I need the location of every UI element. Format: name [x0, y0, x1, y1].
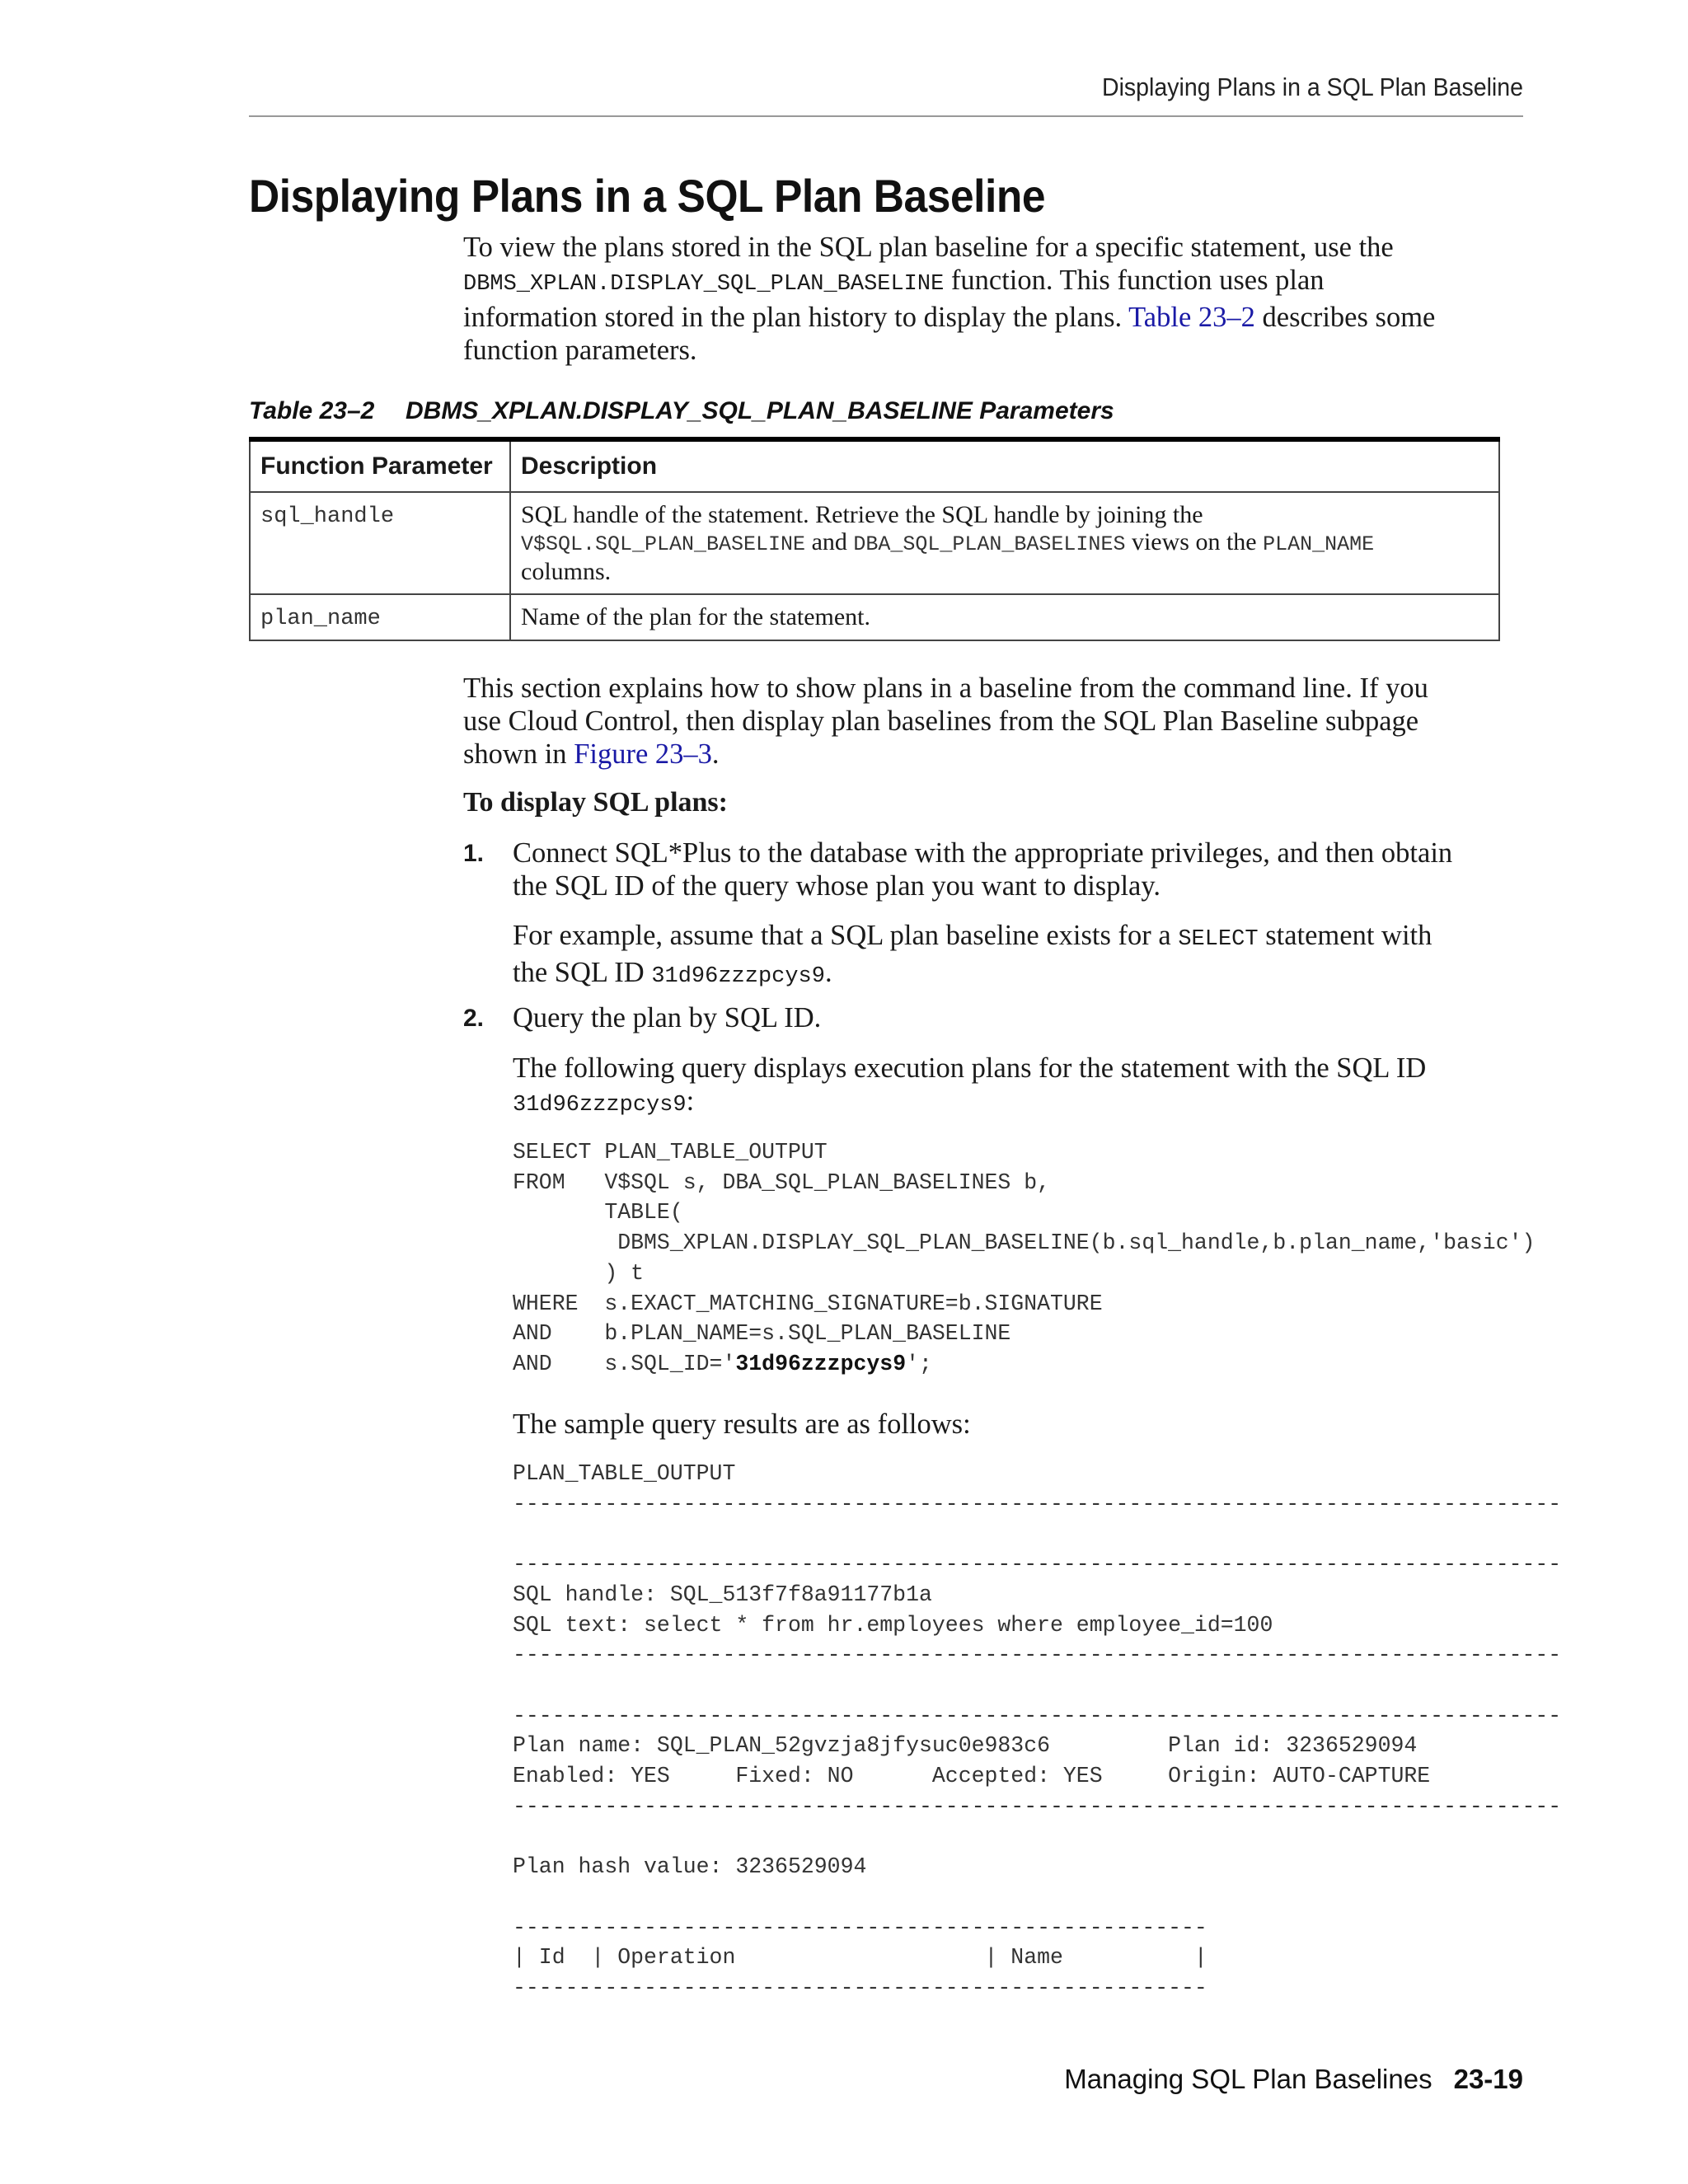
intro-text: function parameters. — [463, 335, 697, 366]
description-text: SQL handle of the statement. Retrieve the SQL handle by joining the — [521, 501, 1203, 528]
query-code: SELECT PLAN_TABLE_OUTPUT FROM V$SQL s, DBA_SQL_PLAN_BASELINES b, TABLE( DBMS_XPLAN.DISPLAY_SQL_PLAN_BASELINE(b.sql_handle,b.plan_name,'basic') ) t WHERE s.EXACT_MATCHING_SIGNATURE=b.SIGNATURE AND b.PLAN_NAME=s.SQL_PLAN_BASELINE AND s.SQL_ID=' — [513, 1140, 1536, 1376]
description-code: DBA_SQL_PLAN_BASELINES — [853, 532, 1126, 556]
followup-text: The following query displays execution plans for the statement with the SQL ID — [513, 1052, 1427, 1084]
table-link[interactable]: Table 23–2 — [1128, 302, 1255, 333]
example-text: . — [824, 957, 832, 988]
table-header-row — [250, 439, 1499, 492]
column-header: Description — [510, 439, 1499, 492]
example-code: SELECT — [1178, 927, 1259, 952]
results-intro: The sample query results are as follows: — [513, 1408, 971, 1440]
description-code: PLAN_NAME — [1263, 532, 1375, 556]
intro-text: describes some — [1254, 302, 1436, 333]
step-number: 2. — [463, 1005, 485, 1032]
description-text: columns. — [521, 558, 612, 585]
param-cell: sql_handle — [250, 492, 510, 594]
page-number: 23-19 — [1453, 2064, 1523, 2094]
page-footer — [1064, 2064, 1523, 2095]
section-text: . — [711, 738, 720, 770]
section-text: This section explains how to show plans in a baseline from the command line. If you — [463, 673, 1428, 704]
table-number: Table 23–2 — [249, 397, 375, 424]
step-2-text: Query the plan by SQL ID. — [513, 1002, 822, 1033]
table-row — [250, 492, 1499, 594]
table-caption — [249, 397, 1114, 425]
sql-query-code — [513, 1137, 1535, 1380]
step-text: Connect SQL*Plus to the database with the appropriate privileges, and then obtain — [513, 837, 1453, 869]
description-text: views on the — [1125, 528, 1264, 555]
parameters-table — [249, 437, 1500, 641]
example-text: For example, assume that a SQL plan baseline exists for a — [513, 920, 1179, 951]
description-text: and — [805, 528, 854, 555]
query-output-code: PLAN_TABLE_OUTPUT -------------------------------------------------------------------------------- -------------------------------------------------------------------------------- SQL handle: SQL_513f7f8a91177b1a SQL text: select * from hr.employees where employee_id=100 -------------------------------------------------------------------------------- -------------------------------------------------------------------------------- Plan name: SQL_PLAN_52gvzja8jfysuc0e983c6 Plan id: 3236529094 Enabled: YES Fixed: NO Accepted: YES Origin: AUTO-CAPTURE -------------------------------------------------------------------------------- Plan hash value: 3236529094 ----------------------------------------------------- | Id | Operation | Name | ----------------------------------------------------- — [513, 1461, 1562, 2000]
step-number: 1. — [463, 840, 485, 867]
intro-function-code: DBMS_XPLAN.DISPLAY_SQL_PLAN_BASELINE — [463, 272, 945, 297]
intro-paragraph — [463, 231, 1543, 367]
step-1-text — [513, 837, 1551, 902]
intro-text: function. This function uses plan — [944, 265, 1325, 296]
query-code: '; — [906, 1351, 932, 1376]
intro-text: information stored in the plan history to display the plans. — [463, 302, 1129, 333]
step-text: the SQL ID of the query whose plan you want to display. — [513, 870, 1161, 902]
procedure-title: To display SQL plans: — [463, 787, 728, 818]
followup-code: 31d96zzzpcys9 — [513, 1093, 687, 1118]
table-row — [250, 594, 1499, 640]
header-rule — [249, 115, 1523, 117]
running-header: Displaying Plans in a SQL Plan Baseline — [1101, 73, 1523, 101]
column-header: Function Parameter — [250, 439, 510, 492]
figure-link[interactable]: Figure 23–3 — [574, 738, 712, 770]
followup-text: : — [686, 1085, 695, 1117]
example-code: 31d96zzzpcys9 — [651, 964, 825, 989]
description-code: V$SQL.SQL_PLAN_BASELINE — [521, 532, 806, 556]
description-cell: Name of the plan for the statement. — [510, 594, 1499, 640]
section-text: shown in — [463, 738, 574, 770]
footer-chapter: Managing SQL Plan Baselines — [1064, 2064, 1432, 2094]
section-text: use Cloud Control, then display plan baselines from the SQL Plan Baseline subpage — [463, 705, 1419, 737]
query-sql-id: 31d96zzzpcys9 — [735, 1351, 907, 1376]
example-text: the SQL ID — [513, 957, 652, 988]
intro-text: To view the plans stored in the SQL plan baseline for a specific statement, use the — [463, 232, 1394, 263]
table-title: DBMS_XPLAN.DISPLAY_SQL_PLAN_BASELINE Parameters — [406, 397, 1114, 424]
step-1-example — [513, 919, 1551, 993]
section-paragraph — [463, 672, 1543, 771]
step-2-followup — [513, 1052, 1551, 1122]
example-text: statement with — [1258, 920, 1432, 951]
description-cell — [510, 492, 1499, 594]
page-title: Displaying Plans in a SQL Plan Baseline — [249, 170, 1046, 222]
param-cell: plan_name — [250, 594, 510, 640]
